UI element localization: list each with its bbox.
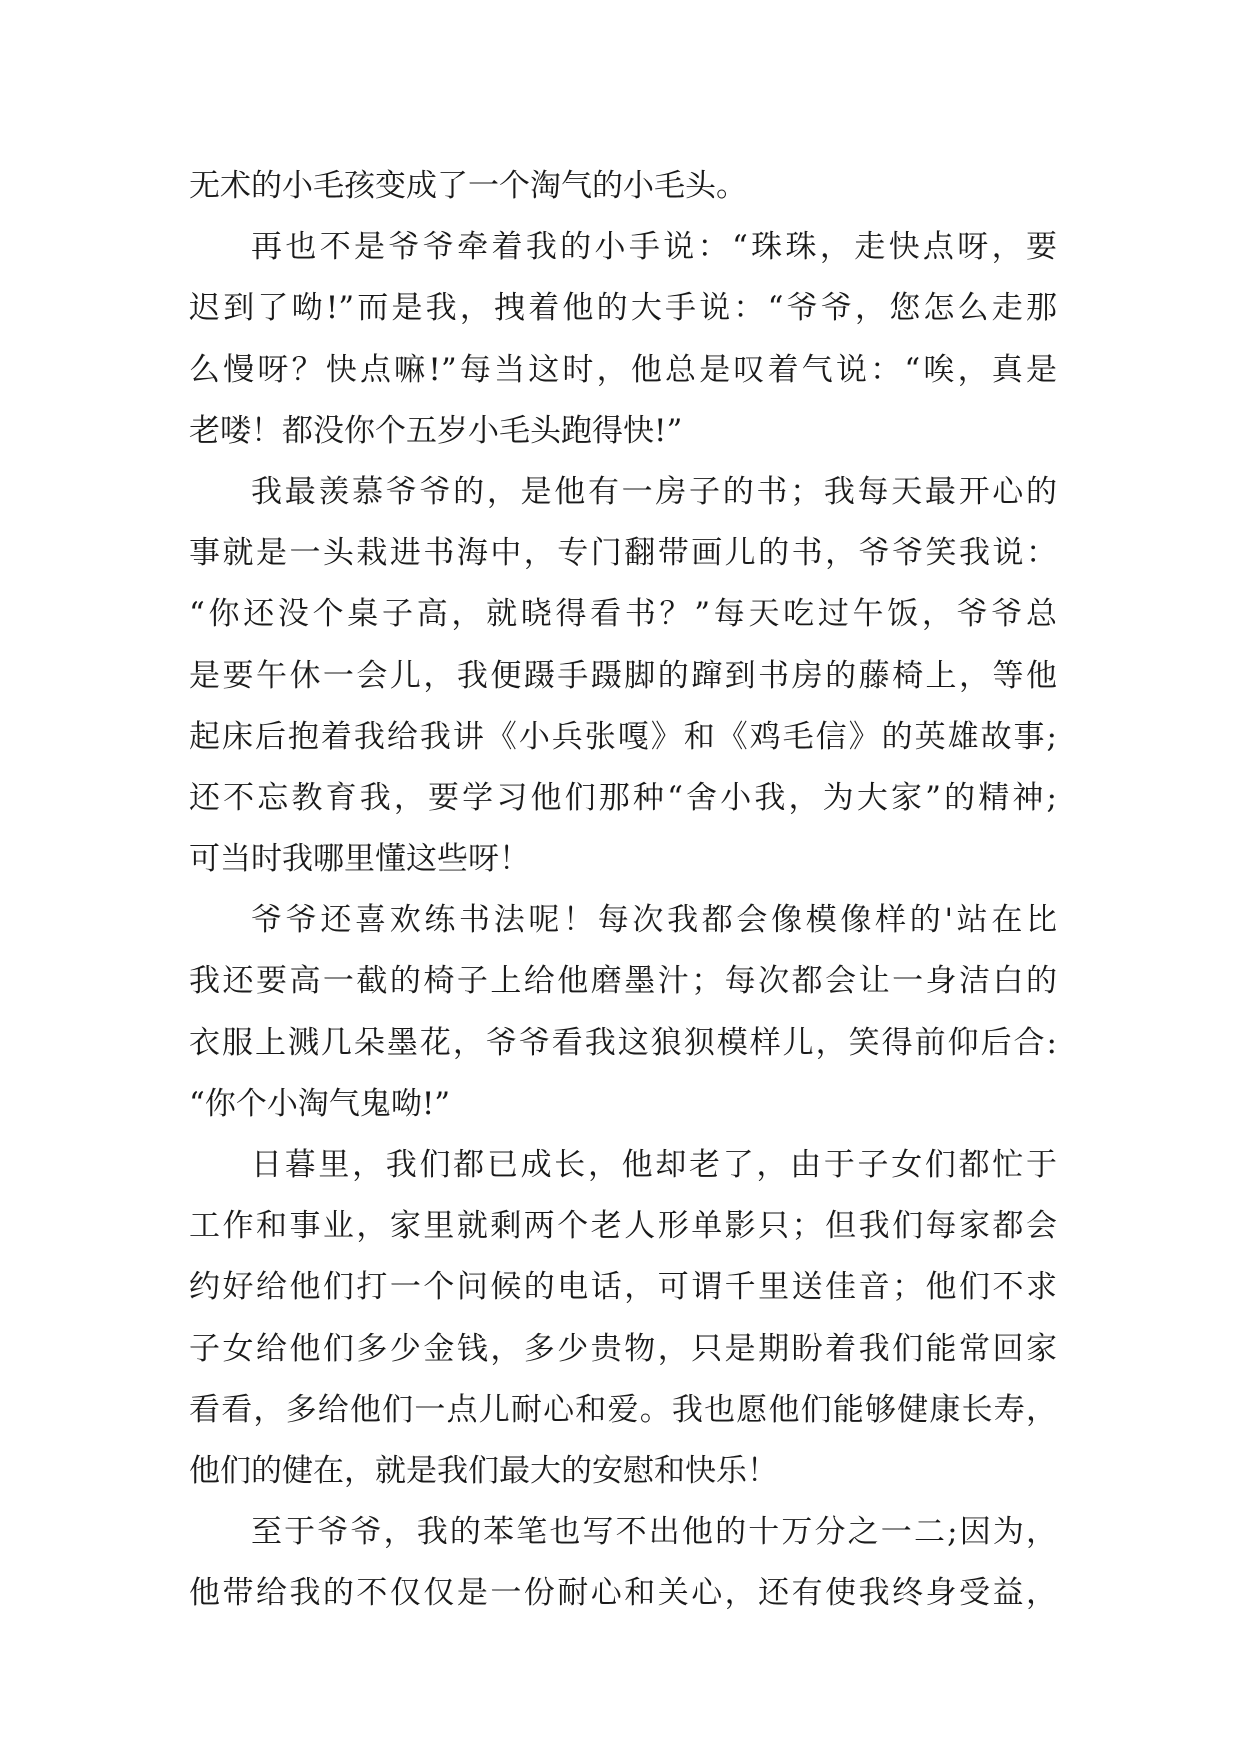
text-line: 老喽！都没你个五岁小毛头跑得快!” <box>189 412 683 449</box>
paragraph-first-line: 爷爷还喜欢练书法呢！每次我都会像模像样的'站在比 <box>251 902 1057 939</box>
text-line: 可当时我哪里懂这些呀！ <box>189 841 530 878</box>
text-line: 他带给我的不仅仅是一份耐心和关心，还有使我终身受益， <box>189 1575 1057 1612</box>
text-line: 事就是一头栽进书海中，专门翻带画儿的书，爷爷笑我说： <box>189 535 1057 572</box>
text-line: 约好给他们打一个问候的电话，可谓千里送佳音；他们不求 <box>189 1269 1057 1306</box>
body-text <box>189 156 1057 1625</box>
text-line: 我还要高一截的椅子上给他磨墨汁；每次都会让一身洁白的 <box>189 963 1057 1000</box>
text-line: 衣服上溅几朵墨花，爷爷看我这狼狈模样儿，笑得前仰后合: <box>189 1024 1057 1061</box>
text-line: 是要午休一会儿，我便蹑手蹑脚的蹿到书房的藤椅上，等他 <box>189 657 1057 694</box>
text-line: 他们的健在，就是我们最大的安慰和快乐！ <box>189 1452 778 1489</box>
paragraph-first-line: 我最羡慕爷爷的，是他有一房子的书；我每天最开心的 <box>251 473 1057 510</box>
paragraph-first-line: 日暮里，我们都已成长，他却老了，由于子女们都忙于 <box>251 1147 1057 1183</box>
text-line: “你还没个桌子高，就晓得看书？”每天吃过午饭，爷爷总 <box>189 596 1057 633</box>
text-line: 起床后抱着我给我讲《小兵张嘎》和《鸡毛信》的英雄故事; <box>189 718 1057 755</box>
text-line: 迟到了呦!”而是我，拽着他的大手说：“爷爷，您怎么走那 <box>189 290 1057 327</box>
paragraph-first-line: 至于爷爷，我的苯笔也写不出他的十万分之一二;因为， <box>251 1514 1057 1551</box>
text-line: 工作和事业，家里就剩两个老人形单影只；但我们每家都会 <box>189 1208 1057 1245</box>
text-line: 子女给他们多少金钱，多少贵物，只是期盼着我们能常回家 <box>189 1330 1057 1367</box>
text-line: 无术的小毛孩变成了一个淘气的小毛头。 <box>189 168 747 204</box>
text-line: 看看，多给他们一点儿耐心和爱。我也愿他们能够健康长寿， <box>189 1391 1057 1428</box>
text-line: 么慢呀？快点嘛!”每当这时，他总是叹着气说：“唉，真是 <box>189 351 1057 388</box>
text-line: “你个小淘气鬼呦!” <box>189 1085 451 1122</box>
text-line: 还不忘教育我，要学习他们那种“舍小我，为大家”的精神; <box>189 779 1057 816</box>
paragraph-first-line: 再也不是爷爷牵着我的小手说：“珠珠，走快点呀，要 <box>251 229 1057 266</box>
